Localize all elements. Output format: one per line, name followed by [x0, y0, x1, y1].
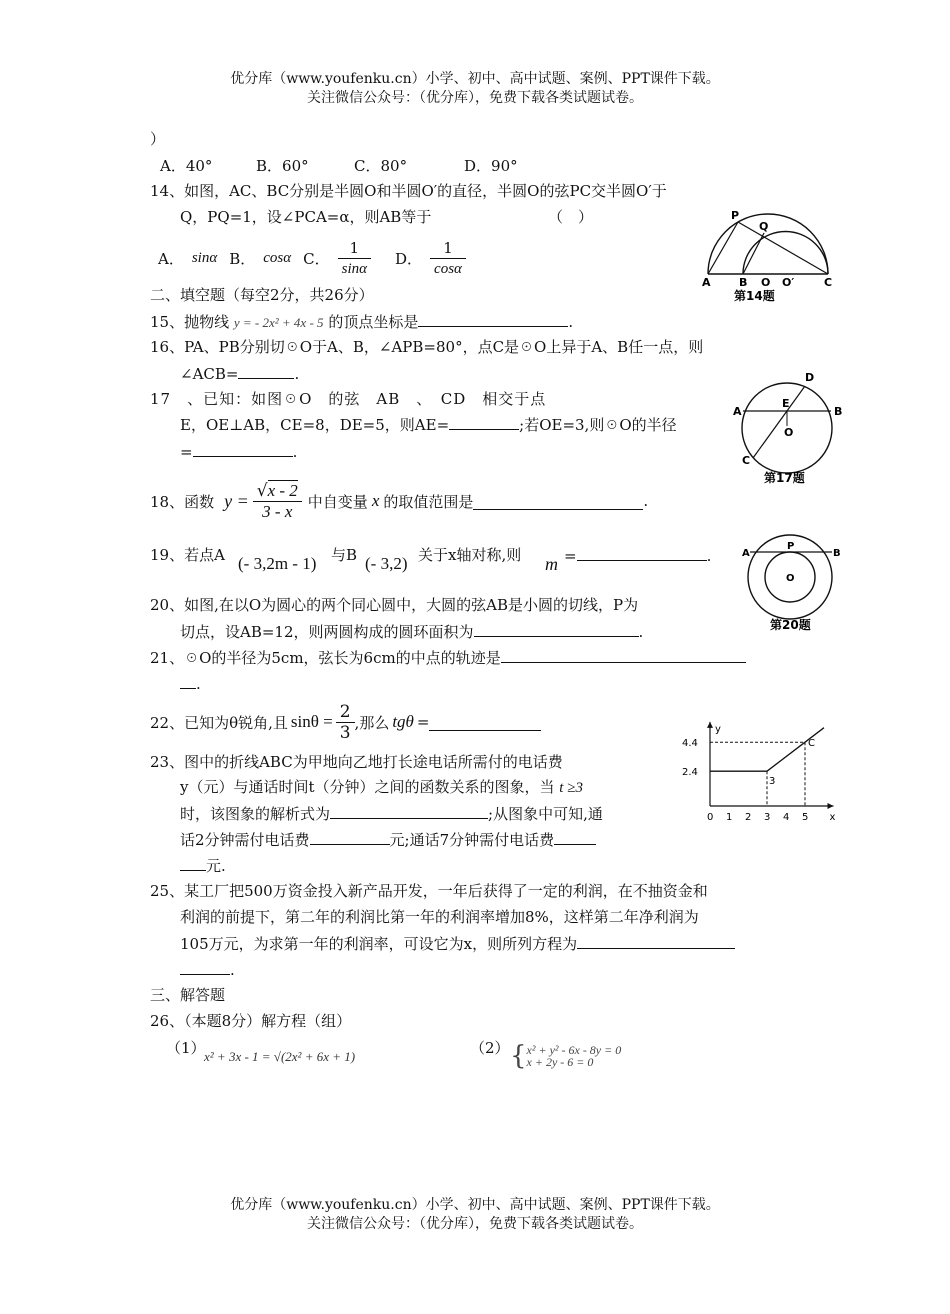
q23-line-1: 23、图中的折线ABC为甲地向乙地打长途电话所需付的电话费	[150, 753, 563, 771]
q17-blank-ae[interactable]	[449, 413, 519, 430]
q25-line-3	[180, 932, 735, 955]
q23-line-3	[180, 802, 603, 825]
fig14-caption: 第14题	[734, 289, 775, 303]
q19-blank[interactable]	[577, 544, 707, 561]
q14-option-c-num: 1	[338, 238, 371, 259]
fig17-label-o: O	[784, 426, 794, 439]
q25-blank[interactable]	[577, 932, 735, 949]
q18-mid: 中自变量	[307, 492, 368, 511]
series-segment-1	[767, 742, 805, 771]
q19-mid-1: 与B	[331, 546, 358, 564]
q26-eq-1: x² + y² - 6x - 8y = 0	[526, 1043, 622, 1057]
q18-fraction	[253, 481, 302, 522]
fig17-label-a: A	[733, 405, 742, 418]
q19-point-a: (- 3,2m - 1)	[238, 554, 317, 573]
q26-part-2-label: （2）	[470, 1039, 510, 1057]
q18-prefix: 18、函数	[150, 492, 215, 511]
q26-eq-2: x + 2y - 6 = 0	[526, 1055, 594, 1069]
fig14-chord-ap	[708, 222, 738, 274]
q13-option-a: A．40°	[160, 157, 213, 175]
x-tick-label-2: 2	[745, 812, 752, 823]
figure-17	[730, 368, 850, 490]
q14-paren: （ ）	[548, 208, 594, 226]
q22-sin: sinθ =	[290, 712, 333, 731]
q25-end: .	[230, 961, 235, 979]
q22-fraction	[336, 702, 355, 743]
q13-option-b: B．60°	[256, 157, 309, 175]
q14-option-d-fraction	[430, 238, 466, 279]
x-tick-label-1: 1	[726, 812, 733, 823]
q17-line-2	[180, 413, 677, 436]
fig20-label-o: O	[786, 573, 795, 584]
q25-line-2: 利润的前提下，第二年的利润比第一年的利润率增加8%，这样第二年净利润为	[180, 908, 699, 926]
q22-blank[interactable]	[429, 714, 541, 731]
q23-line-4b: 元;通话7分钟需付电话费	[389, 831, 555, 849]
q15-expr: y = - 2x² + 4x - 5	[233, 315, 324, 330]
x-tick-label-4: 4	[783, 812, 790, 823]
q21-line-2	[180, 672, 201, 695]
point-label-b: 3	[769, 776, 776, 788]
fig14-label-a: A	[702, 276, 711, 289]
q13-option-d: D．90°	[464, 157, 518, 175]
fig14-label-o: O	[761, 276, 771, 289]
fig17-label-b: B	[834, 405, 843, 418]
q25-line-4	[180, 958, 235, 981]
x-tick-label-3: 3	[764, 812, 771, 823]
q17-line-3-text: =	[180, 443, 193, 461]
q19-var: m	[545, 554, 558, 574]
q18-numerator: √x - 2	[253, 481, 302, 502]
q14-option-c-fraction	[338, 238, 371, 279]
fig14-label-b: B	[739, 276, 748, 289]
fig14-label-p: P	[731, 209, 740, 222]
y-tick-label-4-4: 4.4	[682, 738, 698, 750]
footer-line-2: 关注微信公众号：（优分库），免费下载各类试题试卷。	[307, 1216, 643, 1232]
q14-option-d-label: D．	[395, 249, 423, 268]
q26-part-1-expr: x² + 3x - 1 = √(2x² + 6x + 1)	[204, 1049, 356, 1064]
q19-point-b: (- 3,2)	[365, 554, 408, 573]
q18-blank[interactable]	[473, 493, 643, 510]
q14-option-a-expr: sinα	[191, 249, 218, 266]
q19-prefix: 19、若点A	[150, 546, 225, 564]
y-axis-arrow	[707, 722, 713, 728]
q25-blank-cont[interactable]	[180, 958, 230, 975]
fig17-chord-cd	[753, 386, 805, 458]
y-axis-label: y	[715, 723, 721, 735]
q22	[150, 698, 541, 746]
q17-line-3: = .	[180, 440, 297, 463]
q16-line-2-text: ∠ACB=	[180, 365, 239, 383]
q21-blank-cont[interactable]	[180, 672, 196, 689]
q14-option-c-den: sinα	[341, 260, 368, 277]
q14-option-b-label: B．	[229, 249, 256, 268]
fig17-label-d: D	[805, 371, 815, 384]
fig20-caption: 第20题	[770, 618, 811, 632]
q17-blank-radius[interactable]	[193, 440, 293, 457]
q13-tail: ）	[150, 130, 166, 148]
q22-suffix: =	[416, 713, 430, 731]
q21-line-1-text: 21、☉O的半径为5cm，弦长为6cm的中点的轨迹是	[150, 649, 501, 667]
figure-14	[700, 206, 840, 306]
q16-line-2: ∠ACB= .	[180, 362, 299, 385]
q23-blank-2min[interactable]	[310, 828, 390, 845]
q22-prefix: 22、已知为θ锐角,且	[150, 713, 288, 732]
q14-line-1: 14、如图，AC、BC分别是半圆O和半圆O′的直径，半圆O的弦PC交半圆O′于	[150, 182, 667, 200]
q20-line-2: 切点，设AB=12，则两圆构成的圆环面积为 .	[180, 620, 643, 643]
q14-option-a-label: A．	[158, 249, 184, 268]
q14-option-d-num: 1	[430, 238, 466, 259]
q21-line-1	[150, 646, 746, 669]
q15-prefix: 15、抛物线	[150, 313, 230, 331]
q23-graph	[680, 706, 850, 830]
fig20-label-p: P	[787, 541, 795, 552]
header-line-1: 优分库（www.youfenku.cn）小学、初中、高中试题、案例、PPT课件下载。	[230, 71, 720, 87]
q23-condition: t ≥3	[559, 780, 583, 796]
fig20-label-b: B	[833, 548, 841, 559]
q17-line-2b: ;若OE=3,则☉O的半径	[519, 416, 677, 434]
q18-lhs: y =	[224, 490, 249, 511]
q18-suffix: 的取值范围是	[383, 492, 474, 511]
q19-mid-2: 关于x轴对称,则	[418, 546, 522, 564]
q17-line-2a: E，OE⊥AB，CE=8，DE=5，则AE=	[180, 416, 450, 434]
q23-line-5-text: 元.	[206, 857, 226, 875]
q17-line-1: 17 、已知：如图☉O 的弦 AB 、 CD 相交于点	[150, 390, 547, 408]
q14-line-2: Q，PQ=1，设∠PCA=α，则AB等于	[180, 208, 432, 226]
q23-line-2a: y（元）与通话时间t（分钟）之间的函数关系的图象，当	[180, 778, 555, 796]
q22-mid: ,那么	[354, 713, 390, 732]
q20-line-1: 20、如图,在以O为圆心的两个同心圆中，大圆的弦AB是小圆的切线，P为	[150, 596, 639, 614]
q21-end: .	[196, 675, 201, 693]
q23-line-3a: 时，该图象的解析式为	[180, 805, 331, 823]
q25-line-3-text: 105万元，为求第一年的利润率，可设它为x，则所列方程为	[180, 935, 578, 953]
footer-line-1: 优分库（www.youfenku.cn）小学、初中、高中试题、案例、PPT课件下载。	[230, 1197, 720, 1213]
q14-option-d-den: cosα	[434, 260, 462, 277]
q23-blank-7min[interactable]	[554, 828, 596, 845]
q18-var: x	[371, 491, 380, 510]
fig14-label-o-prime: O′	[782, 276, 795, 289]
section-3-title: 三、解答题	[150, 986, 226, 1004]
q23-line-4a: 话2分钟需付电话费	[180, 831, 310, 849]
q26-part-2-system	[510, 1043, 621, 1069]
q19-suffix: = .	[564, 544, 711, 565]
q14-option-b-expr: cosα	[263, 249, 292, 266]
q14-options	[158, 233, 466, 283]
q15-suffix: 的顶点坐标是	[328, 313, 419, 331]
q18-denominator: 3 - x	[262, 501, 293, 521]
q15-blank[interactable]	[418, 310, 568, 327]
fig14-chord-bq	[743, 233, 764, 274]
q23-line-3b: ;从图象中可知,通	[488, 805, 603, 823]
point-label-c: C	[808, 738, 815, 750]
fig17-caption: 第17题	[764, 471, 805, 485]
fig20-label-a: A	[742, 548, 750, 559]
q22-den: 3	[339, 722, 351, 743]
q22-tg: tgθ	[392, 712, 414, 731]
q18-radicand: x - 2	[267, 480, 298, 500]
q26-brace: {	[510, 1041, 527, 1071]
q23-blank-7min-cont[interactable]	[180, 854, 206, 871]
q21-blank[interactable]	[501, 646, 746, 663]
header-line-2: 关注微信公众号：（优分库），免费下载各类试题试卷。	[307, 90, 643, 106]
x-tick-label-5: 5	[802, 812, 809, 823]
x-tick-label-0: 0	[707, 812, 714, 823]
q26-part-1-label: （1）	[166, 1039, 206, 1057]
q20-blank[interactable]	[474, 620, 639, 637]
x-axis-arrow	[828, 803, 834, 809]
q15: 15、抛物线 y = - 2x² + 4x - 5 的顶点坐标是 .	[150, 310, 573, 334]
q23-blank-formula[interactable]	[330, 802, 488, 819]
figure-20	[740, 532, 850, 636]
fig17-label-e: E	[782, 397, 790, 410]
section-2-title: 二、填空题（每空2分，共26分）	[150, 286, 374, 304]
q26-equations	[527, 1044, 622, 1068]
q23-line-4	[180, 828, 596, 851]
q23-line-5	[180, 854, 226, 877]
q26-title: 26、（本题8分）解方程（组）	[150, 1012, 352, 1030]
q19-suffix-text: =	[564, 547, 577, 565]
q16-blank[interactable]	[238, 362, 294, 379]
q14-option-c-label: C．	[303, 249, 330, 268]
fig17-label-c: C	[742, 454, 751, 467]
y-tick-label-2-4: 2.4	[682, 767, 698, 779]
q25-line-1: 25、某工厂把500万资金投入新产品开发，一年后获得了一定的利润，在不抽资金和	[150, 882, 708, 900]
x-axis-label: x	[829, 812, 836, 823]
q23-line-2	[180, 776, 583, 799]
q13-option-c: C．80°	[354, 157, 408, 175]
q22-num: 2	[336, 702, 355, 723]
q18: 18、函数 y = $\frac{√x - 2}{3 - x}$ 中自变量 x 的取值范围是 .	[150, 480, 649, 521]
q16-line-1: 16、PA、PB分别切☉O于A、B，∠APB=80°，点C是☉O上异于A、B任一点，则	[150, 338, 704, 356]
fig14-label-q: Q	[759, 220, 769, 233]
q20-line-2-text: 切点，设AB=12，则两圆构成的圆环面积为	[180, 623, 474, 641]
fig14-label-c: C	[824, 276, 833, 289]
